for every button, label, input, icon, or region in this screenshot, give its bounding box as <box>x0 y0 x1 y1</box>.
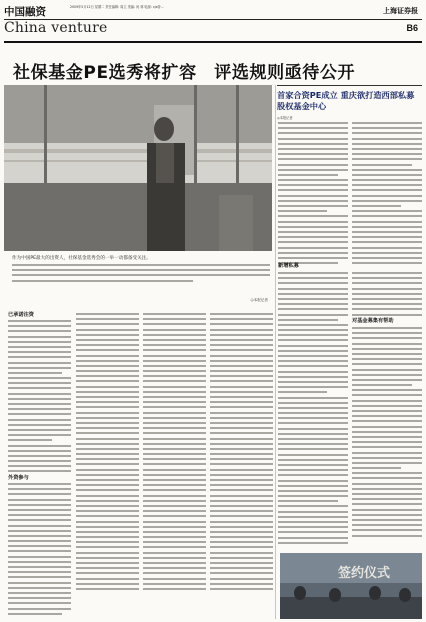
masthead <box>4 2 422 46</box>
lead-lines <box>12 264 270 285</box>
col2-text <box>76 313 139 593</box>
signing-ceremony-photo <box>280 553 422 619</box>
col1-text <box>8 320 71 476</box>
subhead-right-2: 对基金募集有帮助 <box>352 318 394 324</box>
right-col-b-text-2 <box>352 272 422 319</box>
right-col-b-text-3 <box>352 327 422 540</box>
col3-text <box>143 313 206 593</box>
lead-credit: ◎本报记者 <box>250 298 268 302</box>
col4-text <box>210 313 273 593</box>
section-title: China venture <box>4 20 108 36</box>
right-article-title: 首家合资PE成立 重庆欲打造西部私募股权基金中心 <box>277 90 415 111</box>
masthead-brand: 中国融资 <box>4 6 46 18</box>
column-divider <box>275 85 276 619</box>
subhead-2: 外资参与 <box>8 475 29 481</box>
right-article-rule <box>277 85 422 86</box>
right-article-byline: ◎本报记者 <box>277 116 293 120</box>
page-number: B6 <box>406 23 418 33</box>
masthead-meta: 2009年5月12日 星期二 责任编辑: 周立 美编: 何 林 电邮: cjx@... <box>70 5 164 9</box>
masthead-paper-name: 上海证券报 <box>383 6 418 15</box>
main-headline: 社保基金PE选秀将扩容 评选规则亟待公开 <box>13 63 356 83</box>
subhead-1: 已承诺注资 <box>8 312 34 318</box>
masthead-rule-thick <box>4 41 422 43</box>
news-photo <box>4 85 272 251</box>
right-col-a-text-2 <box>278 272 348 547</box>
subhead-right-1: 新增私募 <box>278 263 299 269</box>
col1-text-2 <box>8 483 71 618</box>
right-article-header <box>277 90 422 120</box>
lead-block <box>12 255 270 305</box>
signing-sign-text: 签约仪式 <box>338 566 391 581</box>
right-col-b-text <box>352 122 422 267</box>
lead-text: 作为中国PE最大的出资人，社保基金选秀会的一举一动都备受关注。 <box>12 256 151 261</box>
right-col-a-text <box>278 122 348 267</box>
